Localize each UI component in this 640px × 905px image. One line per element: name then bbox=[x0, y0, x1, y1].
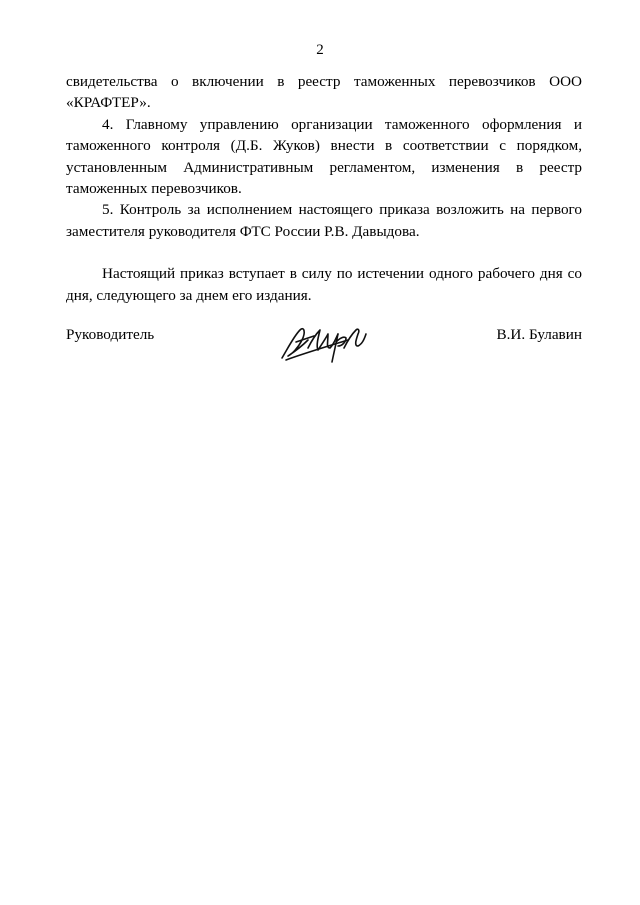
paragraph-effective-date: Настоящий приказ вступает в силу по истечении одного рабочего дня со дня, следующего за днем его издания. bbox=[66, 265, 582, 304]
page-number: 2 bbox=[316, 42, 324, 58]
handwritten-signature bbox=[278, 318, 370, 366]
signature-block bbox=[66, 318, 582, 378]
document-body bbox=[66, 71, 582, 306]
paragraph-continuation: свидетельства о включении в реестр таможенных перевозчиков ООО «КРАФТЕР». bbox=[66, 73, 582, 112]
paragraph-item-5: 5. Контроль за исполнением настоящего приказа возложить на первого заместителя руководителя ФТС России Р.В. Давыдова. bbox=[66, 201, 582, 240]
signatory-title: Руководитель bbox=[66, 326, 155, 343]
paragraph-item-4: 4. Главному управлению организации таможенного оформления и таможенного контроля (Д.Б. Жуков) внести в соответствии с порядком, установленным Административным регламентом, изменения в реестр таможенных перевозчиков. bbox=[66, 115, 582, 198]
signatory-name: В.И. Булавин bbox=[496, 326, 582, 343]
